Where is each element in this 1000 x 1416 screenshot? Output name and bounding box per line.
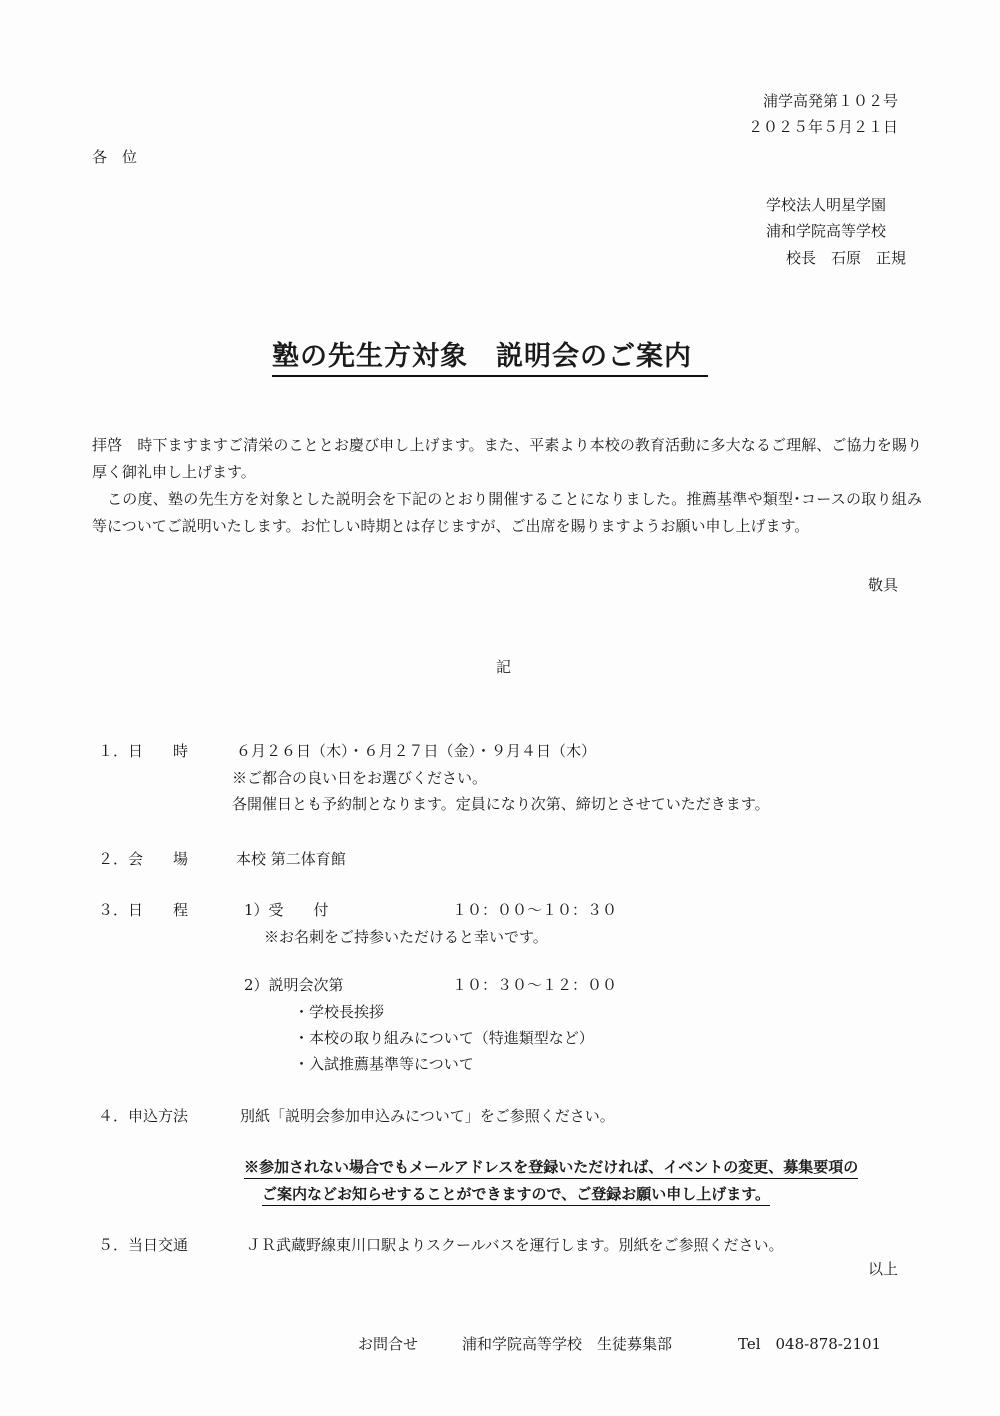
- document-date: ２０２５年５月２１日: [747, 118, 898, 136]
- item-4-value: 別紙「説明会参加申込みについて」をご参照ください。: [240, 1107, 615, 1125]
- item-2-label: 会 場: [128, 850, 189, 868]
- intro-paragraph-2: この度、塾の先生方を対象とした説明会を下記のとおり開催することになりました。推薦基準や類型･コースの取り組み等についてご説明いたします。お忙しい時期とは存じますが、ご出席を賜りますようお願い申し上げます。: [92, 490, 922, 535]
- recipient: 各 位: [92, 148, 138, 166]
- agenda-bullet: ・学校長挨拶: [294, 1003, 385, 1021]
- end-ijou: 以上: [868, 1260, 899, 1278]
- schedule-1-label: 1）受 付: [244, 901, 329, 919]
- item-1-note-2: 各開催日とも予約制となります。定員になり次第、締切とさせていただきます。: [232, 795, 770, 813]
- schedule-1-note: ※お名刺をご持参いただけると幸いです。: [264, 928, 548, 946]
- item-2-number: ２．: [98, 850, 129, 868]
- contact-tel: Tel 048-878-2101: [738, 1335, 882, 1353]
- item-1-note-1: ※ご都合の良い日をお選びください。: [232, 769, 488, 787]
- item-4-number: ４．: [98, 1107, 129, 1125]
- item-4-label: 申込方法: [128, 1107, 189, 1125]
- registration-notice-line-2: ご案内などお知らせすることができますので、ご登録お願い申し上げます。: [262, 1183, 770, 1206]
- schedule-2-time: １０：３０～１２：００: [452, 976, 618, 994]
- agenda-bullet: ・本校の取り組みについて（特進類型など）: [294, 1029, 594, 1047]
- document-title: 塾の先生方対象 説明会のご案内: [272, 334, 708, 377]
- document-number: 浦学高発第１０２号: [762, 92, 898, 110]
- item-3-label: 日 程: [128, 901, 189, 919]
- sender-school: 浦和学院高等学校: [766, 222, 887, 240]
- item-5-number: ５．: [98, 1236, 129, 1254]
- agenda-bullet: ・入試推薦基準等について: [294, 1055, 474, 1073]
- ki-heading: 記: [496, 658, 512, 676]
- item-2-value: 本校 第二体育館: [236, 850, 346, 868]
- schedule-1-time: １０：００～１０：３０: [452, 901, 618, 919]
- item-1-label: 日 時: [128, 742, 189, 760]
- item-1-number: １．: [98, 742, 129, 760]
- closing-keigu: 敬具: [868, 576, 899, 594]
- item-5-value: ＪＲ武蔵野線東川口駅よりスクールバスを運行します。別紙をご参照ください。: [246, 1236, 784, 1254]
- contact-org: 浦和学院高等学校 生徒募集部: [462, 1335, 673, 1353]
- intro-paragraph-1: 拝啓 時下ますますご清栄のこととお慶び申し上げます。また、平素より本校の教育活動に多大なるご理解、ご協力を賜り厚く御礼申し上げます。: [92, 436, 922, 481]
- item-5-label: 当日交通: [128, 1236, 189, 1254]
- item-1-value: ６月２６日（木）・６月２７日（金）・９月４日（木）: [236, 742, 597, 760]
- registration-notice-line-1: ※参加されない場合でもメールアドレスを登録いただければ、イベントの変更、募集要項の: [244, 1156, 858, 1179]
- schedule-2-label: 2）説明会次第: [244, 976, 344, 994]
- sender-org: 学校法人明星学園: [766, 196, 887, 214]
- contact-label: お問合せ: [358, 1335, 419, 1353]
- sender-principal: 校長 石原 正規: [786, 249, 907, 267]
- item-3-number: ３．: [98, 901, 129, 919]
